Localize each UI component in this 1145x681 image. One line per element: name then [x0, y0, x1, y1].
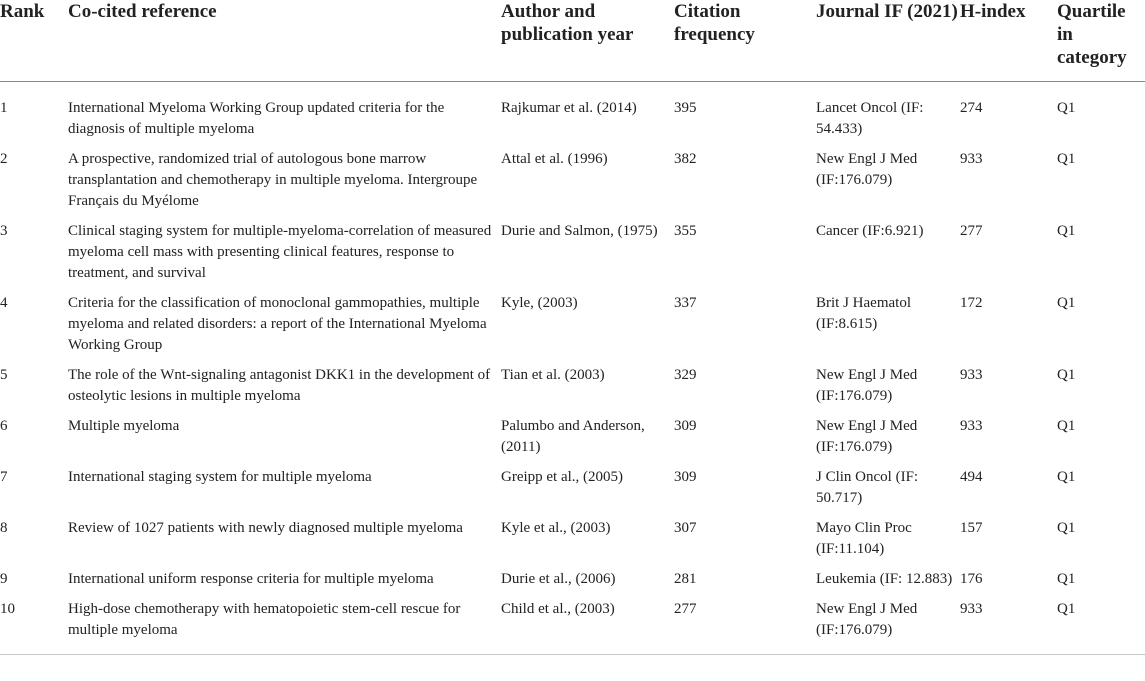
table-row — [0, 293, 1145, 365]
cell-author: Durie and Salmon, (1975) — [501, 223, 658, 239]
header-citation: Citation frequency — [674, 0, 816, 82]
cell-author: Child et al., (2003) — [501, 599, 674, 655]
cell-reference: A prospective, randomized trial of autologous bone marrow transplantation and chemotherapy in multiple myeloma. Intergroupe Français du Myélome — [68, 151, 478, 209]
table-row — [0, 365, 1145, 416]
cell-reference: High-dose chemotherapy with hematopoietic stem-cell rescue for multiple myeloma — [68, 599, 501, 655]
cell-author: Rajkumar et al. (2014) — [501, 100, 637, 116]
table-row — [0, 82, 1145, 150]
table-header — [0, 0, 1145, 82]
cell-journal: Lancet Oncol (IF: 54.433) — [816, 100, 924, 137]
cell-hindex: 933 — [960, 599, 1057, 655]
cell-quartile: Q1 — [1057, 223, 1076, 239]
cell-rank: 4 — [0, 295, 8, 311]
cell-quartile: Q1 — [1057, 367, 1076, 383]
cell-author: Attal et al. (1996) — [501, 151, 608, 167]
cell-reference: The role of the Wnt-signaling antagonist DKK1 in the development of osteolytic lesions in multiple myeloma — [68, 367, 491, 404]
header-reference: Co-cited reference — [68, 0, 501, 82]
cell-citation: 395 — [674, 100, 697, 116]
cell-hindex: 933 — [960, 367, 983, 383]
cell-quartile: Q1 — [1057, 151, 1076, 167]
cell-citation: 355 — [674, 223, 697, 239]
cell-hindex: 933 — [960, 418, 983, 434]
cell-journal: New Engl J Med (IF:176.079) — [816, 367, 918, 404]
header-row — [0, 0, 1145, 82]
cell-journal: Brit J Haematol (IF:8.615) — [816, 295, 911, 332]
cell-rank: 6 — [0, 418, 8, 434]
cell-journal: New Engl J Med (IF:176.079) — [816, 151, 918, 188]
cell-quartile: Q1 — [1057, 599, 1145, 655]
cell-quartile: Q1 — [1057, 571, 1076, 587]
cell-author: Greipp et al., (2005) — [501, 469, 624, 485]
cell-journal: Leukemia (IF: 12.883) — [816, 571, 953, 587]
cell-hindex: 176 — [960, 571, 983, 587]
cell-quartile: Q1 — [1057, 469, 1076, 485]
cell-rank: 3 — [0, 223, 8, 239]
cell-quartile: Q1 — [1057, 418, 1076, 434]
cell-citation: 307 — [674, 520, 697, 536]
table-row — [0, 599, 1145, 655]
cell-hindex: 933 — [960, 151, 983, 167]
cell-author: Palumbo and Anderson, (2011) — [501, 418, 645, 455]
header-hindex: H-index — [960, 0, 1057, 82]
cell-reference: Criteria for the classification of monoclonal gammopathies, multiple myeloma and related disorders: a report of the International Myeloma Working Group — [68, 295, 487, 353]
cell-citation: 309 — [674, 418, 697, 434]
table-row — [0, 149, 1145, 221]
cell-rank: 7 — [0, 469, 8, 485]
table-row — [0, 416, 1145, 467]
header-quartile: Quartile in category — [1057, 0, 1145, 82]
cell-reference: International Myeloma Working Group updated criteria for the diagnosis of multiple myeloma — [68, 100, 445, 137]
cell-quartile: Q1 — [1057, 295, 1076, 311]
cell-author: Durie et al., (2006) — [501, 571, 616, 587]
cell-hindex: 157 — [960, 520, 983, 536]
table-body — [0, 82, 1145, 655]
cell-author: Kyle, (2003) — [501, 295, 578, 311]
cell-rank: 9 — [0, 571, 8, 587]
cell-quartile: Q1 — [1057, 520, 1076, 536]
cell-author: Kyle et al., (2003) — [501, 520, 611, 536]
cell-reference: Review of 1027 patients with newly diagnosed multiple myeloma — [68, 520, 463, 536]
cell-citation: 277 — [674, 599, 816, 655]
cell-reference: International uniform response criteria for multiple myeloma — [68, 571, 434, 587]
header-rank: Rank — [0, 0, 68, 82]
cell-hindex: 172 — [960, 295, 983, 311]
cell-hindex: 274 — [960, 100, 983, 116]
cell-journal: J Clin Oncol (IF: 50.717) — [816, 469, 919, 506]
cell-author: Tian et al. (2003) — [501, 367, 605, 383]
header-author: Author and publication year — [501, 0, 674, 82]
cell-citation: 337 — [674, 295, 697, 311]
cell-journal: Cancer (IF:6.921) — [816, 223, 924, 239]
cell-rank: 1 — [0, 100, 8, 116]
cell-citation: 309 — [674, 469, 697, 485]
cell-rank: 8 — [0, 520, 8, 536]
cell-rank: 10 — [0, 599, 68, 655]
cell-reference: International staging system for multiple myeloma — [68, 469, 372, 485]
cell-citation: 281 — [674, 571, 697, 587]
cell-reference: Clinical staging system for multiple-myeloma-correlation of measured myeloma cell mass with presenting clinical features, response to treatment, and survival — [68, 223, 492, 281]
table-row — [0, 569, 1145, 599]
cell-citation: 329 — [674, 367, 697, 383]
table-row — [0, 221, 1145, 293]
cell-journal: New Engl J Med (IF:176.079) — [816, 599, 960, 655]
table-row — [0, 467, 1145, 518]
cell-rank: 5 — [0, 367, 8, 383]
header-journal: Journal IF (2021) — [816, 0, 960, 82]
cell-hindex: 494 — [960, 469, 983, 485]
cell-rank: 2 — [0, 151, 8, 167]
cell-journal: New Engl J Med (IF:176.079) — [816, 418, 918, 455]
cell-journal: Mayo Clin Proc (IF:11.104) — [816, 520, 912, 557]
cell-reference: Multiple myeloma — [68, 418, 180, 434]
cell-quartile: Q1 — [1057, 100, 1076, 116]
table-row — [0, 518, 1145, 569]
cell-hindex: 277 — [960, 223, 983, 239]
cell-citation: 382 — [674, 151, 697, 167]
